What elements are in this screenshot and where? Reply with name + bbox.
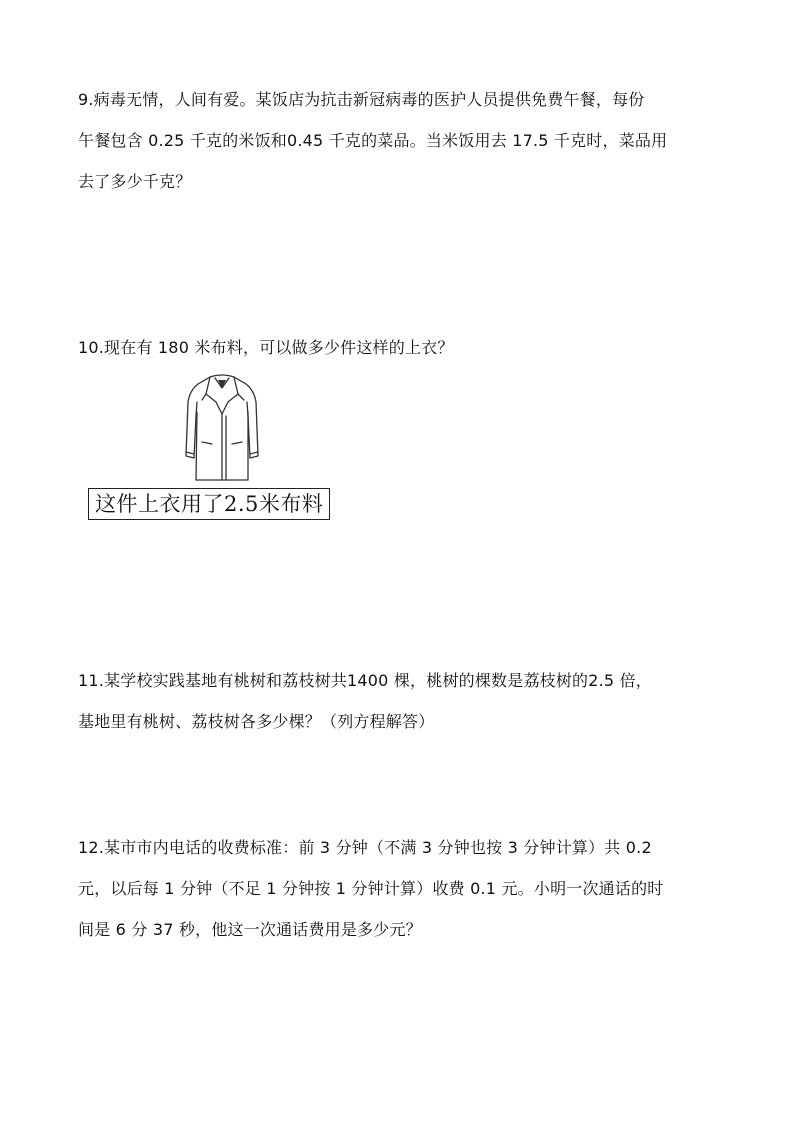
question-12-line-1: 12.某市市内电话的收费标准：前 3 分钟（不满 3 分钟也按 3 分钟计算）共 0.2	[78, 838, 652, 857]
question-12-line-2: 元，以后每 1 分钟（不足 1 分钟按 1 分钟计算）收费 0.1 元。小明一次通话的时	[78, 879, 664, 898]
question-9-line-2: 午餐包含 0.25 千克的米饭和0.45 千克的菜品。当米饭用去 17.5 千克时，菜品用	[78, 131, 668, 150]
coat-caption: 这件上衣用了2.5米布料	[88, 488, 330, 520]
question-10	[78, 327, 728, 368]
coat-figure	[86, 372, 366, 524]
question-11-line-1: 11.某学校实践基地有桃树和荔枝树共1400 棵，桃树的棵数是荔枝树的2.5 倍，	[78, 671, 652, 690]
question-12	[78, 827, 728, 950]
question-11	[78, 660, 728, 742]
question-9-line-3: 去了多少千克？	[78, 172, 192, 191]
question-9	[78, 79, 728, 202]
question-10-line-1: 10.现在有 180 米布料，可以做多少件这样的上衣？	[78, 338, 454, 357]
question-11-line-2: 基地里有桃树、荔枝树各多少棵？（列方程解答）	[78, 712, 435, 731]
coat-icon	[182, 372, 262, 486]
question-12-line-3: 间是 6 分 37 秒，他这一次通话费用是多少元？	[78, 920, 422, 939]
question-9-line-1: 9.病毒无情，人间有爱。某饭店为抗击新冠病毒的医护人员提供免费午餐，每份	[78, 90, 645, 109]
